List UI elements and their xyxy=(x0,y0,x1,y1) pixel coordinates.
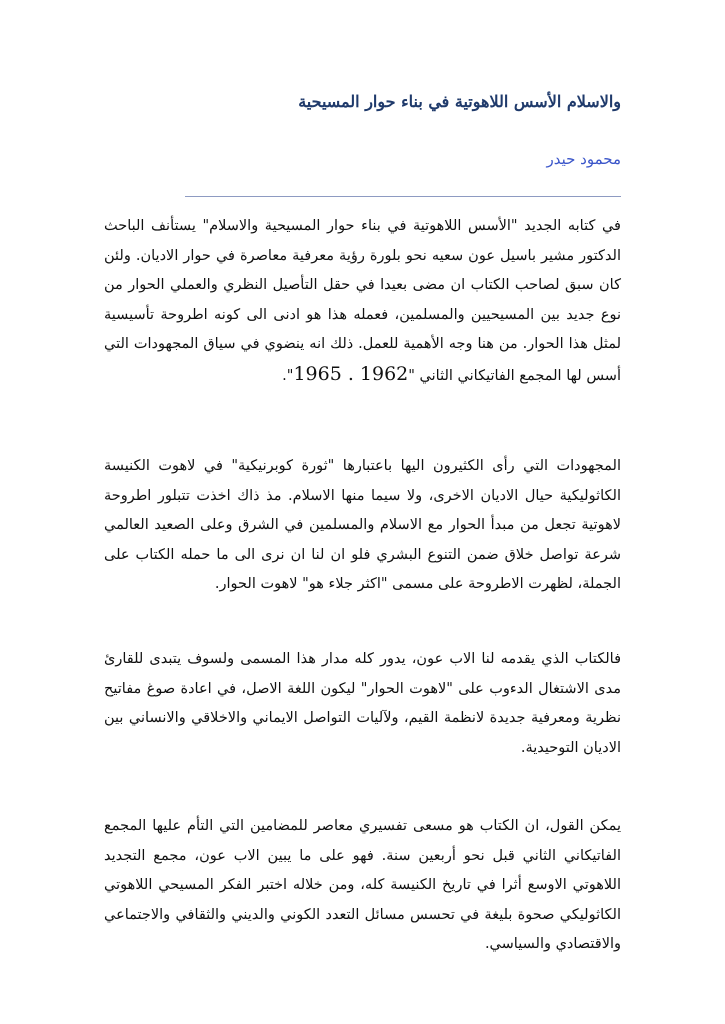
paragraph-4: يمكن القول، ان الكتاب هو مسعى تفسيري معاصر للمضامين التي التأم عليها المجمع الفاتيكاني الثاني قبل نحو أربعين سنة. فهو على ما يبين الاب عون، مجمع التجديد اللاهوتي الاوسع أثرا في تاريخ الكنيسة كله، ومن خلاله اختبر الفكر المسيحي اللاهوتي الكاثوليكي صحوة بليغة في تحسس مسائل التعدد الكوني والديني والثقافي والاجتماعي والاقتصادي والسياسي. xyxy=(104,818,621,952)
paragraph-1-end: ". xyxy=(282,367,294,384)
paragraph-2: المجهودات التي رأى الكثيرون اليها باعتبارها "ثورة كوبرنيكية" في لاهوت الكنيسة الكاثوليكية حيال الاديان الاخرى، ولا سيما منها الاسلام. مذ ذاك اخذت تتبلور اطروحة لاهوتية تجعل من مبدأ الحوار مع الاسلام والمسلمين في الشرق وعلى الصعيد العالمي شرعة تواصل خلاق ضمن التنوع البشري فلو ان لنا ان نرى الى ما حمله الكتاب على الجملة، لظهرت الاطروحة على مسمى "اكثر جلاء هو" لاهوت الحوار. xyxy=(104,458,621,592)
paragraph-1 xyxy=(104,212,621,391)
paragraph-1-text: في كتابه الجديد "الأسس اللاهوتية في بناء حوار المسيحية والاسلام" يستأنف الباحث الدكتور مشير باسيل عون سعيه نحو بلورة رؤية معرفية معاصرة في حوار الاديان. ولئن كان سبق لصاحب الكتاب ان مضى بعيدا في حقل التأصيل النظري والعملي الحوار من نوع جديد بين المسيحيين والمسلمين، فعمله هذا هو ادنى الى كونه اطروحة تأسيسية لمثل هذا الحوار. من هنا وجه الأهمية للعمل. ذلك انه ينضوي في سياق المجهودات التي أسس لها المجمع الفاتيكاني الثاني " xyxy=(104,218,621,384)
title-divider xyxy=(185,196,621,197)
council-years: 1962 . 1965 xyxy=(293,362,409,385)
author-name: محمود حيدر xyxy=(546,150,621,168)
article-title: والاسلام الأسس اللاهوتية في بناء حوار المسيحية xyxy=(298,92,621,111)
paragraph-3: فالكتاب الذي يقدمه لنا الاب عون، يدور كله مدار هذا المسمى ولسوف يتبدى للقارئ مدى الاشتغال الدءوب على "لاهوت الحوار" ليكون اللغة الاصل، في اعادة صوغ مفاتيح نظرية ومعرفية جديدة لانظمة القيم، ولآليات التواصل الايماني والاخلاقي والانساني بين الاديان التوحيدية. xyxy=(104,651,621,756)
